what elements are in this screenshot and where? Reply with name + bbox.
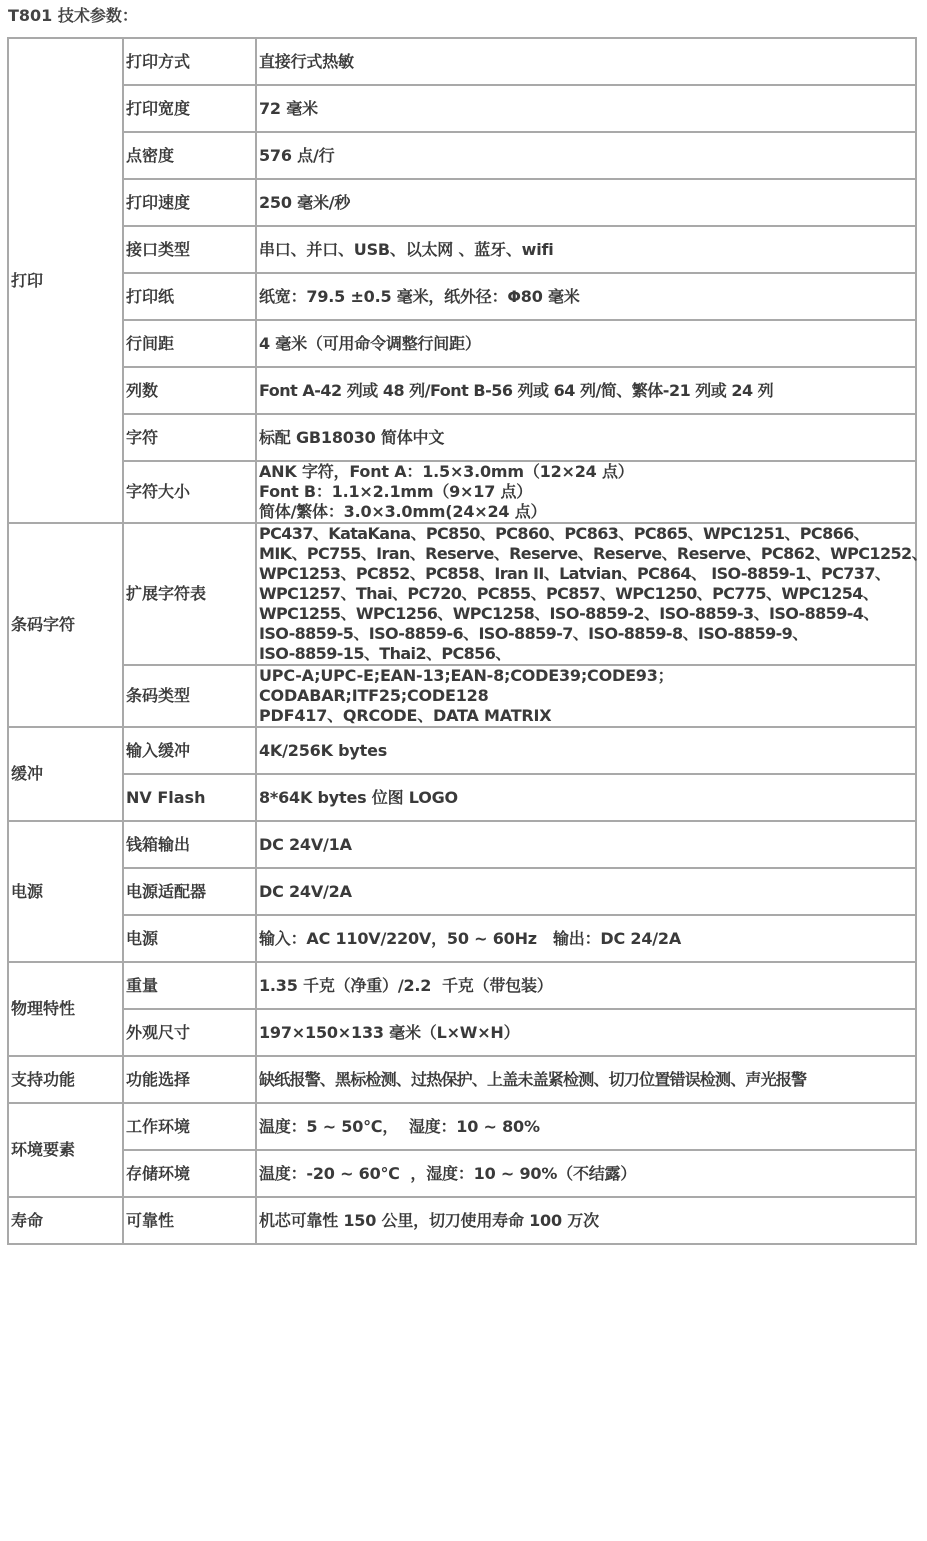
row-value: DC 24V/1A — [256, 821, 916, 868]
group-label-life: 寿命 — [8, 1197, 123, 1244]
table-row — [8, 523, 916, 665]
value-line: PC437、KataKana、PC850、PC860、PC863、PC865、WPC1251、PC866、 — [259, 524, 870, 543]
row-value: 576 点/行 — [256, 132, 916, 179]
row-label: 外观尺寸 — [123, 1009, 256, 1056]
page-title: T801 技术参数： — [8, 6, 138, 25]
table-row — [8, 38, 916, 85]
table-row — [8, 273, 916, 320]
row-label: 打印速度 — [123, 179, 256, 226]
row-label: 电源适配器 — [123, 868, 256, 915]
row-label: 行间距 — [123, 320, 256, 367]
row-label: 钱箱输出 — [123, 821, 256, 868]
row-value: 温度：5 ~ 50℃， 湿度：10 ~ 80% — [256, 1103, 916, 1150]
group-label-power: 电源 — [8, 821, 123, 962]
row-value-multiline — [256, 665, 916, 727]
row-value: 72 毫米 — [256, 85, 916, 132]
table-row — [8, 821, 916, 868]
table-row — [8, 85, 916, 132]
row-label: 打印纸 — [123, 273, 256, 320]
row-value: 197×150×133 毫米（L×W×H） — [256, 1009, 916, 1056]
value-line: PDF417、QRCODE、DATA MATRIX — [259, 706, 552, 725]
row-label: 输入缓冲 — [123, 727, 256, 774]
value-line: Font B：1.1×2.1mm（9×17 点） — [259, 482, 533, 501]
table-row — [8, 665, 916, 727]
table-row — [8, 179, 916, 226]
row-label: 打印方式 — [123, 38, 256, 85]
row-value: 4K/256K bytes — [256, 727, 916, 774]
table-row — [8, 226, 916, 273]
row-label: NV Flash — [123, 774, 256, 821]
value-line: 简体/繁体：3.0×3.0mm(24×24 点） — [259, 502, 547, 521]
value-line: ISO-8859-15、Thai2、PC856、 — [259, 644, 511, 663]
row-value: DC 24V/2A — [256, 868, 916, 915]
row-value: 1.35 千克（净重）/2.2 千克（带包装） — [256, 962, 916, 1009]
row-value: 缺纸报警、黑标检测、过热保护、上盖未盖紧检测、切刀位置错误检测、声光报警 — [256, 1056, 916, 1103]
value-line: WPC1253、PC852、PC858、Iran II、Latvian、PC864、 ISO-8859-1、PC737、 — [259, 564, 891, 583]
table-row — [8, 367, 916, 414]
row-label: 接口类型 — [123, 226, 256, 273]
table-row — [8, 868, 916, 915]
table-row — [8, 1056, 916, 1103]
row-value: 纸宽：79.5 ±0.5 毫米，纸外径：Φ80 毫米 — [256, 273, 916, 320]
table-row — [8, 320, 916, 367]
row-value: 温度：-20 ~ 60℃ ，湿度：10 ~ 90%（不结露） — [256, 1150, 916, 1197]
spec-table — [7, 37, 927, 1245]
row-label: 扩展字符表 — [123, 523, 256, 665]
row-label: 电源 — [123, 915, 256, 962]
row-value: 8*64K bytes 位图 LOGO — [256, 774, 916, 821]
value-line: ISO-8859-5、ISO-8859-6、ISO-8859-7、ISO-8859-8、ISO-8859-9、 — [259, 624, 808, 643]
row-label: 条码类型 — [123, 665, 256, 727]
row-value-multiline — [256, 461, 916, 523]
row-label: 列数 — [123, 367, 256, 414]
row-value-multiline — [256, 523, 927, 665]
group-label-physical: 物理特性 — [8, 962, 123, 1056]
table-row — [8, 727, 916, 774]
table-row — [8, 774, 916, 821]
row-label: 存储环境 — [123, 1150, 256, 1197]
group-label-print: 打印 — [8, 38, 123, 523]
value-line: MIK、PC755、Iran、Reserve、Reserve、Reserve、Reserve、PC862、WPC1252、 — [259, 544, 927, 563]
row-value: Font A-42 列或 48 列/Font B-56 列或 64 列/简、繁体-21 列或 24 列 — [256, 367, 916, 414]
table-row — [8, 461, 916, 523]
row-label: 打印宽度 — [123, 85, 256, 132]
row-label: 功能选择 — [123, 1056, 256, 1103]
value-line: CODABAR;ITF25;CODE128 — [259, 686, 489, 705]
table-row — [8, 915, 916, 962]
value-line: WPC1257、Thai、PC720、PC855、PC857、WPC1250、PC775、WPC1254、 — [259, 584, 879, 603]
row-value: 机芯可靠性 150 公里，切刀使用寿命 100 万次 — [256, 1197, 916, 1244]
value-line: UPC-A;UPC-E;EAN-13;EAN-8;CODE39;CODE93； — [259, 666, 674, 685]
row-label: 工作环境 — [123, 1103, 256, 1150]
table-row — [8, 962, 916, 1009]
table-row — [8, 1150, 916, 1197]
row-label: 字符大小 — [123, 461, 256, 523]
group-label-barcode: 条码字符 — [8, 523, 123, 727]
row-label: 字符 — [123, 414, 256, 461]
row-value: 串口、并口、USB、以太网 、蓝牙、wifi — [256, 226, 916, 273]
table-row — [8, 414, 916, 461]
row-value: 直接行式热敏 — [256, 38, 916, 85]
row-value: 标配 GB18030 简体中文 — [256, 414, 916, 461]
value-line: WPC1255、WPC1256、WPC1258、ISO-8859-2、ISO-8859-3、ISO-8859-4、 — [259, 604, 879, 623]
table-row — [8, 1103, 916, 1150]
group-label-buffer: 缓冲 — [8, 727, 123, 821]
row-value: 输入：AC 110V/220V，50 ~ 60Hz 输出：DC 24/2A — [256, 915, 916, 962]
group-label-support: 支持功能 — [8, 1056, 123, 1103]
table-row — [8, 132, 916, 179]
row-value: 4 毫米（可用命令调整行间距） — [256, 320, 916, 367]
table-row — [8, 1197, 916, 1244]
row-label: 点密度 — [123, 132, 256, 179]
value-line: ANK 字符，Font A：1.5×3.0mm（12×24 点） — [259, 462, 634, 481]
group-label-env: 环境要素 — [8, 1103, 123, 1197]
row-value: 250 毫米/秒 — [256, 179, 916, 226]
row-label: 可靠性 — [123, 1197, 256, 1244]
row-label: 重量 — [123, 962, 256, 1009]
table-row — [8, 1009, 916, 1056]
